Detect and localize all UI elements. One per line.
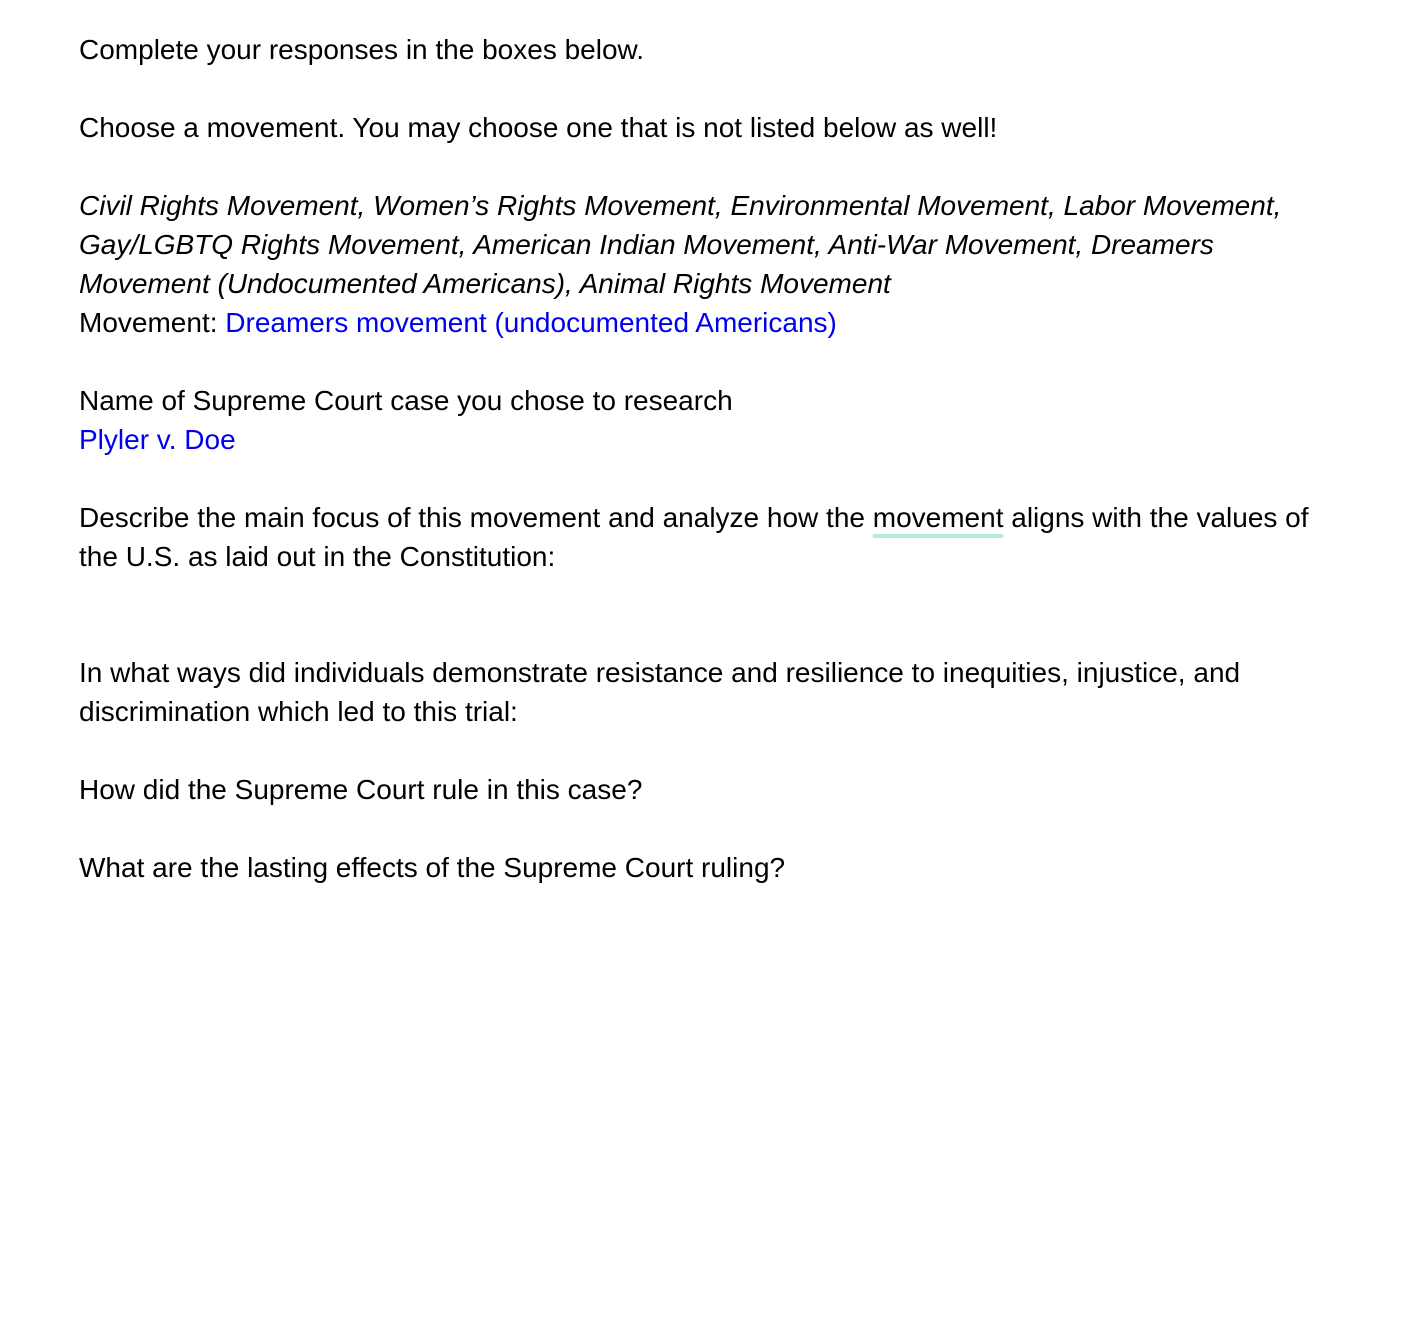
movement-label: Movement: [79,307,226,338]
case-answer[interactable]: Plyler v. Doe [79,424,236,455]
choose-movement-prompt: Choose a movement. You may choose one that is not listed below as well! [79,112,998,143]
instructions-text: Complete your responses in the boxes below. [79,34,644,65]
movement-answer[interactable]: Dreamers movement (undocumented Americans) [225,307,837,338]
case-question: Name of Supreme Court case you chose to research [79,385,733,416]
spellcheck-highlighted-word[interactable]: movement [872,502,1004,533]
focus-answer-area[interactable] [79,576,1329,653]
movement-options-list: Civil Rights Movement, Women’s Rights Movement, Environmental Movement, Labor Movement, Gay/LGBTQ Rights Movement, American Indian Movement, Anti-War Movement, Dreamers Movement (Undocumented Americans), Animal Rights Movement [79,190,1282,299]
focus-question [79,498,1329,576]
resistance-question: In what ways did individuals demonstrate resistance and resilience to inequities, injustice, and discrimination which led to this trial: [79,657,1241,727]
ruling-question: How did the Supreme Court rule in this case? [79,774,643,805]
focus-question-end: aligns with the values of the U.S. as laid out in the Constitution: [79,502,1309,572]
effects-question: What are the lasting effects of the Supreme Court ruling? [79,852,786,883]
focus-question-start: Describe the main focus of this movement and analyze how the [79,502,873,533]
document-body [79,30,1329,887]
movement-line [79,303,1329,342]
